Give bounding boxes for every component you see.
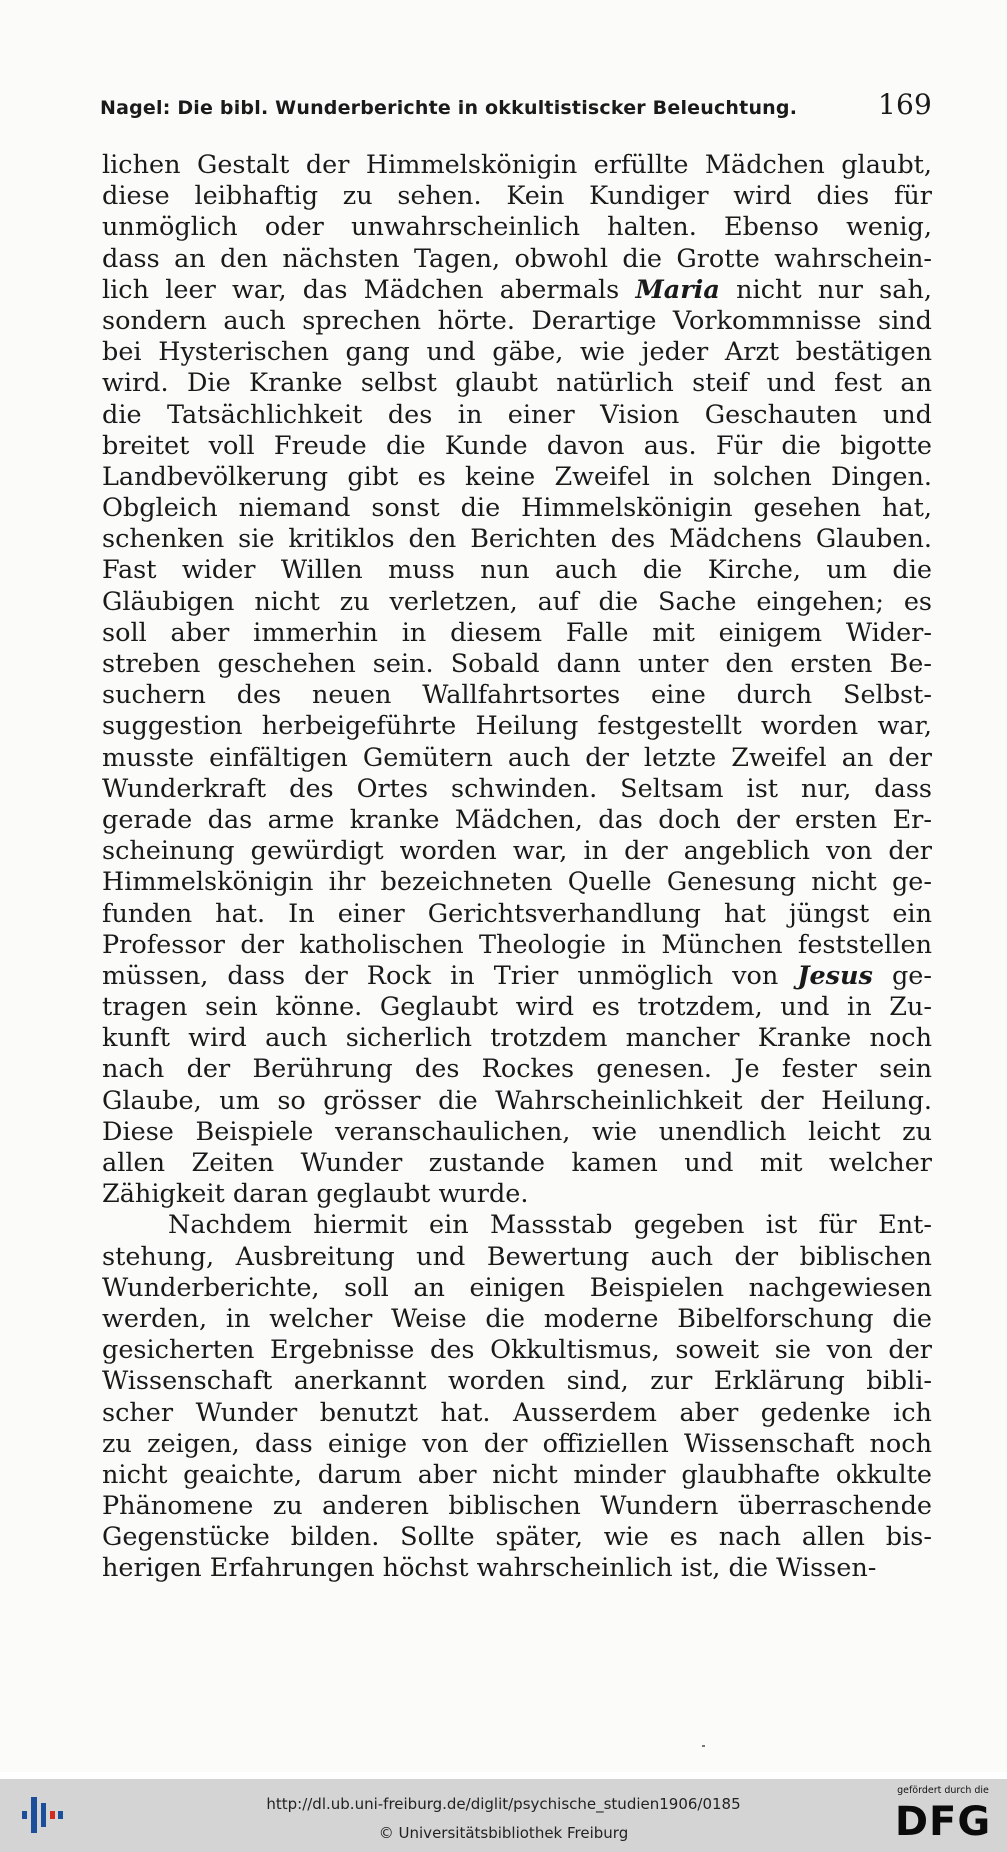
text-line: Obgleich niemand sonst die Himmelskönigin gesehen hat, [102,493,932,524]
emphasized-name: Jesus [797,960,873,991]
text-line: die Tatsächlichkeit des in einer Vision Geschauten und [102,399,932,430]
text-line: gesicherten Ergebnisse des Okkultismus, soweit sie von der [102,1335,932,1366]
text-line: funden hat. In einer Gerichtsverhandlung hat jüngst ein [102,898,932,929]
running-title: Nagel: Die bibl. Wunderberichte in okkultistiscker Beleuchtung. [100,97,798,119]
text-line: nach der Berührung des Rockes genesen. Je fester sein [102,1054,932,1085]
text-line: allen Zeiten Wunder zustande kamen und mit welcher [102,1148,932,1178]
text-line: Professor der katholischen Theologie in München feststellen [102,929,932,960]
body-text [102,150,932,1585]
text-line: unmöglich oder unwahrscheinlich halten. Ebenso wenig, [102,212,932,243]
text-line: musste einfältigen Gemütern auch der letzte Zweifel an der [102,742,932,773]
text-line: soll aber immerhin in diesem Falle mit einigem Wider- [102,617,932,648]
text-segment: müssen, dass der Rock in Trier unmöglich von [102,960,798,991]
text-line: Diese Beispiele veranschaulichen, wie unendlich leicht zu [102,1116,932,1147]
text-line: wird. Die Kranke selbst glaubt natürlich steif und fest an [102,368,932,399]
text-line: scheinung gewürdigt worden war, in der angeblich von der [102,836,932,867]
dfg-mark: DFG [894,1799,992,1845]
text-line: werden, in welcher Weise die moderne Bibelforschung die [102,1303,932,1334]
text-line: scher Wunder benutzt hat. Ausserdem aber gedenke ich [102,1397,932,1428]
text-line: breitet voll Freude die Kunde davon aus. Für die bigotte [102,430,932,461]
running-head [100,88,932,124]
text-line: stehung, Ausbreitung und Bewertung auch der biblischen [102,1241,932,1272]
text-line: suchern des neuen Wallfahrtsortes eine durch Selbst- [102,680,932,711]
text-line [102,275,932,306]
text-line: Zähigkeit daran geglaubt wurde. [102,1179,529,1210]
text-line: schenken sie kritiklos den Berichten des Mädchens Glauben. [102,524,932,555]
text-segment: ge- [872,960,932,991]
emphasized-name: Maria [635,274,720,305]
text-line: sondern auch sprechen hörte. Derartige Vorkommnisse sind [102,305,932,336]
text-line: Nachdem hiermit ein Massstab gegeben ist für Ent- [168,1210,932,1241]
text-line: kunft wird auch sicherlich trotzdem mancher Kranke noch [102,1023,932,1054]
text-line: Wunderkraft des Ortes schwinden. Seltsam ist nur, dass [102,773,932,804]
text-line: diese leibhaftig zu sehen. Kein Kundiger wird dies für [102,181,932,212]
text-line: nicht geaichte, darum aber nicht minder glaubhafte okkulte [102,1459,932,1490]
text-line: Fast wider Willen muss nun auch die Kirche, um die [102,555,932,586]
text-line: Himmelskönigin ihr bezeichneten Quelle Genesung nicht ge- [102,867,932,898]
text-segment: lich leer war, das Mädchen abermals [102,274,636,305]
text-line: lichen Gestalt der Himmelskönigin erfüllte Mädchen glaubt, [102,150,932,180]
scan-speck [702,1745,705,1747]
text-line: Gläubigen nicht zu verletzen, auf die Sache eingehen; es [102,586,932,617]
text-line: gerade das arme kranke Mädchen, das doch der ersten Er- [102,804,932,835]
text-line [102,961,932,992]
text-line: Phänomene zu anderen biblischen Wundern überraschende [102,1491,932,1522]
text-line: dass an den nächsten Tagen, obwohl die Grotte wahrschein- [102,243,932,274]
text-line: suggestion herbeigeführte Heilung festgestellt worden war, [102,711,932,742]
text-line: herigen Erfahrungen höchst wahrscheinlich ist, die Wissen- [102,1553,877,1584]
text-line: Wissenschaft anerkannt worden sind, zur Erklärung bibli- [102,1366,932,1397]
page-number: 169 [877,88,932,121]
dfg-logo-icon [891,1785,995,1847]
text-line: zu zeigen, dass einige von der offiziellen Wissenschaft noch [102,1428,932,1459]
dfg-note: gefördert durch die [897,1785,989,1796]
footer-url[interactable]: http://dl.ub.uni-freiburg.de/diglit/psychische_studien1906/0185 [266,1795,741,1813]
text-line: tragen sein könne. Geglaubt wird es trotzdem, und in Zu- [102,992,932,1023]
footer-copyright: © Universitätsbibliothek Freiburg [378,1824,629,1842]
footer-bar [0,1779,1007,1852]
text-line: Wunderberichte, soll an einigen Beispielen nachgewiesen [102,1272,932,1303]
text-segment: nicht nur sah, [719,274,933,305]
text-line: Gegenstücke bilden. Sollte später, wie es nach allen bis- [102,1522,932,1553]
text-line: bei Hysterischen gang und gäbe, wie jeder Arzt bestätigen [102,337,932,368]
text-line: streben geschehen sein. Sobald dann unter den ersten Be- [102,649,932,679]
text-line: Glaube, um so grösser die Wahrscheinlichkeit der Heilung. [102,1085,932,1116]
text-line: Landbevölkerung gibt es keine Zweifel in solchen Dingen. [102,461,932,492]
